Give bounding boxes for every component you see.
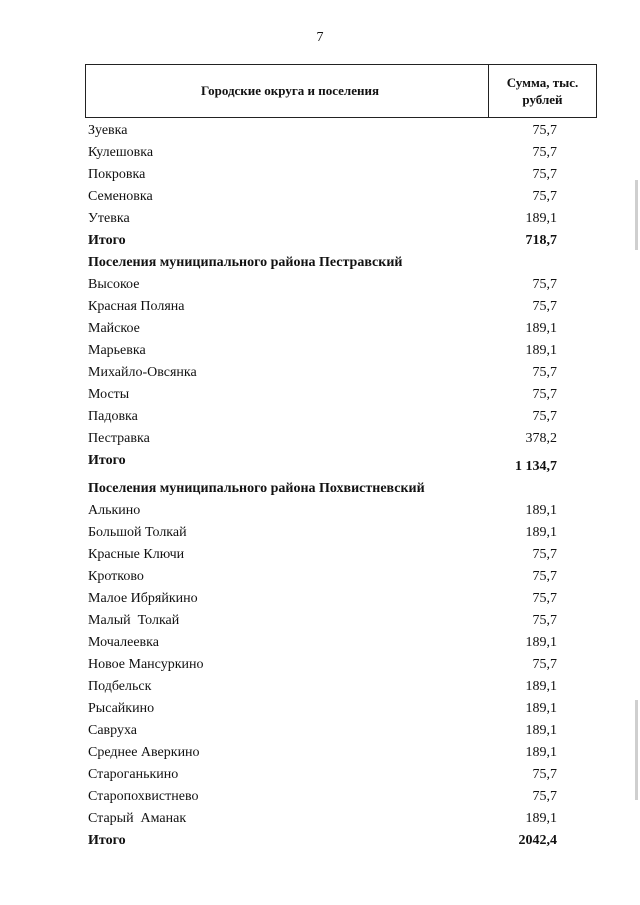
table-row: [85, 588, 597, 610]
column-header-sum: [489, 65, 596, 117]
sum-value: 189,1: [525, 701, 557, 716]
total-row: [85, 230, 597, 252]
sum-value: 75,7: [532, 591, 557, 606]
table-row: [85, 632, 597, 654]
settlement-name: Рысайкино: [88, 701, 155, 716]
table-row: [85, 566, 597, 588]
sum-value: 75,7: [532, 277, 557, 292]
settlement-name: Кротково: [88, 569, 144, 584]
settlement-name: Покровка: [88, 167, 146, 182]
table-row: [85, 362, 597, 384]
sum-value: 75,7: [532, 409, 557, 424]
column-header-sum-line2: рублей: [522, 92, 563, 107]
sum-value: 75,7: [532, 189, 557, 204]
settlement-name: Большой Толкай: [88, 525, 187, 540]
settlement-name: Итого: [88, 453, 126, 468]
column-header-sum-line1: Сумма, тыс.: [506, 75, 579, 90]
scan-artifact: [635, 180, 638, 250]
table-row: [85, 208, 597, 230]
sum-value: 2042,4: [518, 833, 557, 848]
sum-value: 718,7: [525, 233, 557, 248]
sum-value: 189,1: [525, 679, 557, 694]
table-row: [85, 764, 597, 786]
settlement-name: Мочалеевка: [88, 635, 159, 650]
settlements-table: [85, 64, 597, 852]
settlement-name: Утевка: [88, 211, 130, 226]
sum-value: 189,1: [525, 343, 557, 358]
settlement-name: Малый Толкай: [88, 613, 180, 628]
settlement-name: Кулешовка: [88, 145, 154, 160]
settlement-name: Староганькино: [88, 767, 179, 782]
table-row: [85, 164, 597, 186]
total-row: [85, 450, 597, 478]
table-row: [85, 522, 597, 544]
table-header: [85, 64, 597, 118]
settlement-name: Семеновка: [88, 189, 153, 204]
sum-value: 189,1: [525, 635, 557, 650]
sum-value: 75,7: [532, 365, 557, 380]
sum-value: 189,1: [525, 211, 557, 226]
sum-value: 189,1: [525, 321, 557, 336]
settlement-name: Подбельск: [88, 679, 152, 694]
settlement-name: Старопохвистнево: [88, 789, 199, 804]
sum-value: 75,7: [532, 167, 557, 182]
settlement-name: Красная Поляна: [88, 299, 185, 314]
table-row: [85, 340, 597, 362]
sum-value: 75,7: [532, 547, 557, 562]
section-heading: Поселения муниципального района Пестравский: [88, 255, 403, 270]
settlement-name: Красные Ключи: [88, 547, 185, 562]
settlement-name: Зуевка: [88, 123, 128, 138]
section-heading-row: [85, 252, 597, 274]
settlement-name: Савруха: [88, 723, 138, 738]
settlement-name: Алькино: [88, 503, 141, 518]
scan-artifact: [635, 700, 638, 800]
sum-value: 189,1: [525, 503, 557, 518]
table-row: [85, 120, 597, 142]
table-row: [85, 142, 597, 164]
section-heading: Поселения муниципального района Похвистневский: [88, 481, 425, 496]
sum-value: 75,7: [532, 387, 557, 402]
table-row: [85, 654, 597, 676]
table-row: [85, 676, 597, 698]
table-row: [85, 428, 597, 450]
table-row: [85, 274, 597, 296]
page-number: 7: [316, 30, 324, 45]
sum-value: 75,7: [532, 613, 557, 628]
sum-value: 378,2: [525, 431, 557, 446]
settlement-name: Малое Ибряйкино: [88, 591, 198, 606]
sum-value: 75,7: [532, 145, 557, 160]
sum-value: 189,1: [525, 723, 557, 738]
sum-value: 1 134,7: [515, 459, 557, 474]
settlement-name: Михайло-Овсянка: [88, 365, 197, 380]
sum-value: 75,7: [532, 123, 557, 138]
table-row: [85, 384, 597, 406]
table-row: [85, 318, 597, 340]
sum-value: 75,7: [532, 789, 557, 804]
sum-value: 189,1: [525, 811, 557, 826]
table-row: [85, 720, 597, 742]
settlement-name: Старый Аманак: [88, 811, 187, 826]
table-row: [85, 296, 597, 318]
sum-value: 75,7: [532, 299, 557, 314]
table-row: [85, 808, 597, 830]
table-row: [85, 698, 597, 720]
sum-value: 189,1: [525, 745, 557, 760]
sum-value: 75,7: [532, 767, 557, 782]
table-row: [85, 786, 597, 808]
table-row: [85, 186, 597, 208]
table-row: [85, 544, 597, 566]
settlement-name: Высокое: [88, 277, 140, 292]
table-row: [85, 742, 597, 764]
settlement-name: Майское: [88, 321, 140, 336]
sum-value: 75,7: [532, 569, 557, 584]
sum-value: 189,1: [525, 525, 557, 540]
settlement-name: Итого: [88, 233, 126, 248]
sum-value: 75,7: [532, 657, 557, 672]
column-header-settlements: Городские округа и поселения: [86, 65, 489, 117]
settlement-name: Пестравка: [88, 431, 150, 446]
table-body: [85, 118, 597, 852]
settlement-name: Итого: [88, 833, 126, 848]
table-row: [85, 500, 597, 522]
settlement-name: Падовка: [88, 409, 138, 424]
settlement-name: Среднее Аверкино: [88, 745, 200, 760]
table-row: [85, 406, 597, 428]
settlement-name: Марьевка: [88, 343, 146, 358]
total-row: [85, 830, 597, 852]
settlement-name: Мосты: [88, 387, 130, 402]
table-row: [85, 610, 597, 632]
settlement-name: Новое Мансуркино: [88, 657, 204, 672]
